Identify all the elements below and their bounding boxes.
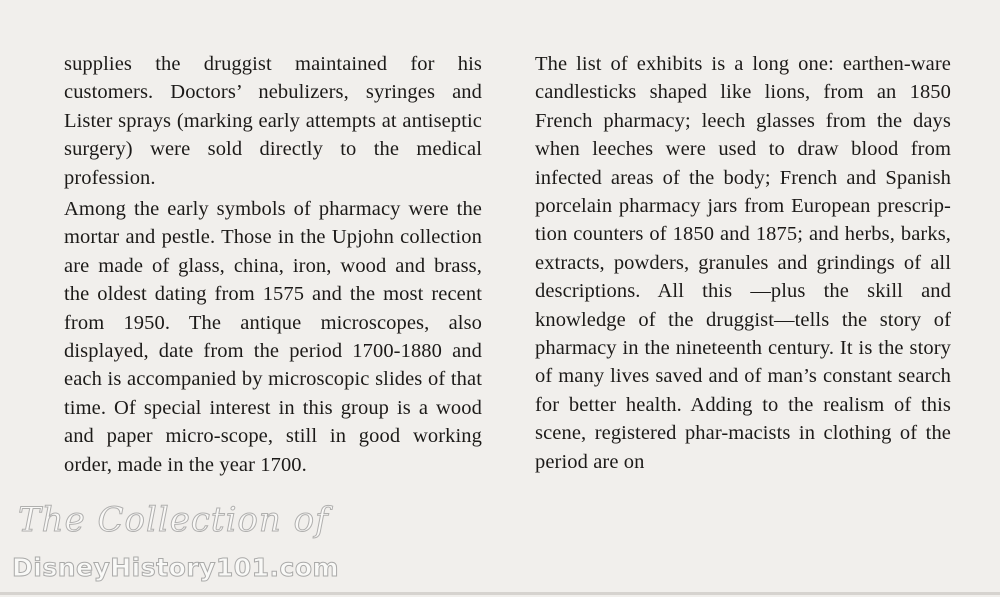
watermark-collection-text: The Collection of: [18, 500, 329, 540]
right-text-column: [535, 50, 951, 476]
right-paragraph-1: The list of exhibits is a long one: earthen-ware candlesticks shaped like lions, from an 1850 French pharmacy; leech glasses from the days when leeches were used to draw blood from infected areas of the body; French and Spanish porcelain pharmacy jars from European prescrip-tion counters of 1850 and 1875; and herbs, barks, extracts, powders, granules and grindings of all descriptions. All this —plus the skill and knowledge of the druggist—tells the story of pharmacy in the nineteenth century. It is the story of many lives saved and of man’s constant search for better health. Adding to the realism of this scene, registered phar-macists in clothing of the period are on: [535, 53, 951, 473]
left-text-column: [64, 50, 482, 479]
left-paragraph-1: supplies the druggist maintained for his customers. Doctors’ nebulizers, syringes and Lister sprays (marking early attempts at antiseptic surgery) were sold directly to the medical profession.: [64, 53, 482, 189]
watermark-site-text: DisneyHistory101.com: [12, 553, 340, 582]
left-paragraph-2: Among the early symbols of pharmacy were the mortar and pestle. Those in the Upjohn collection are made of glass, china, iron, wood and brass, the oldest dating from 1575 and the most recent from 1950. The antique microscopes, also displayed, date from the period 1700-1880 and each is accompanied by microscopic slides of that time. Of special interest in this group is a wood and paper micro-scope, still in good working order, made in the year 1700.: [64, 198, 482, 476]
page-bottom-edge: [0, 592, 1000, 595]
